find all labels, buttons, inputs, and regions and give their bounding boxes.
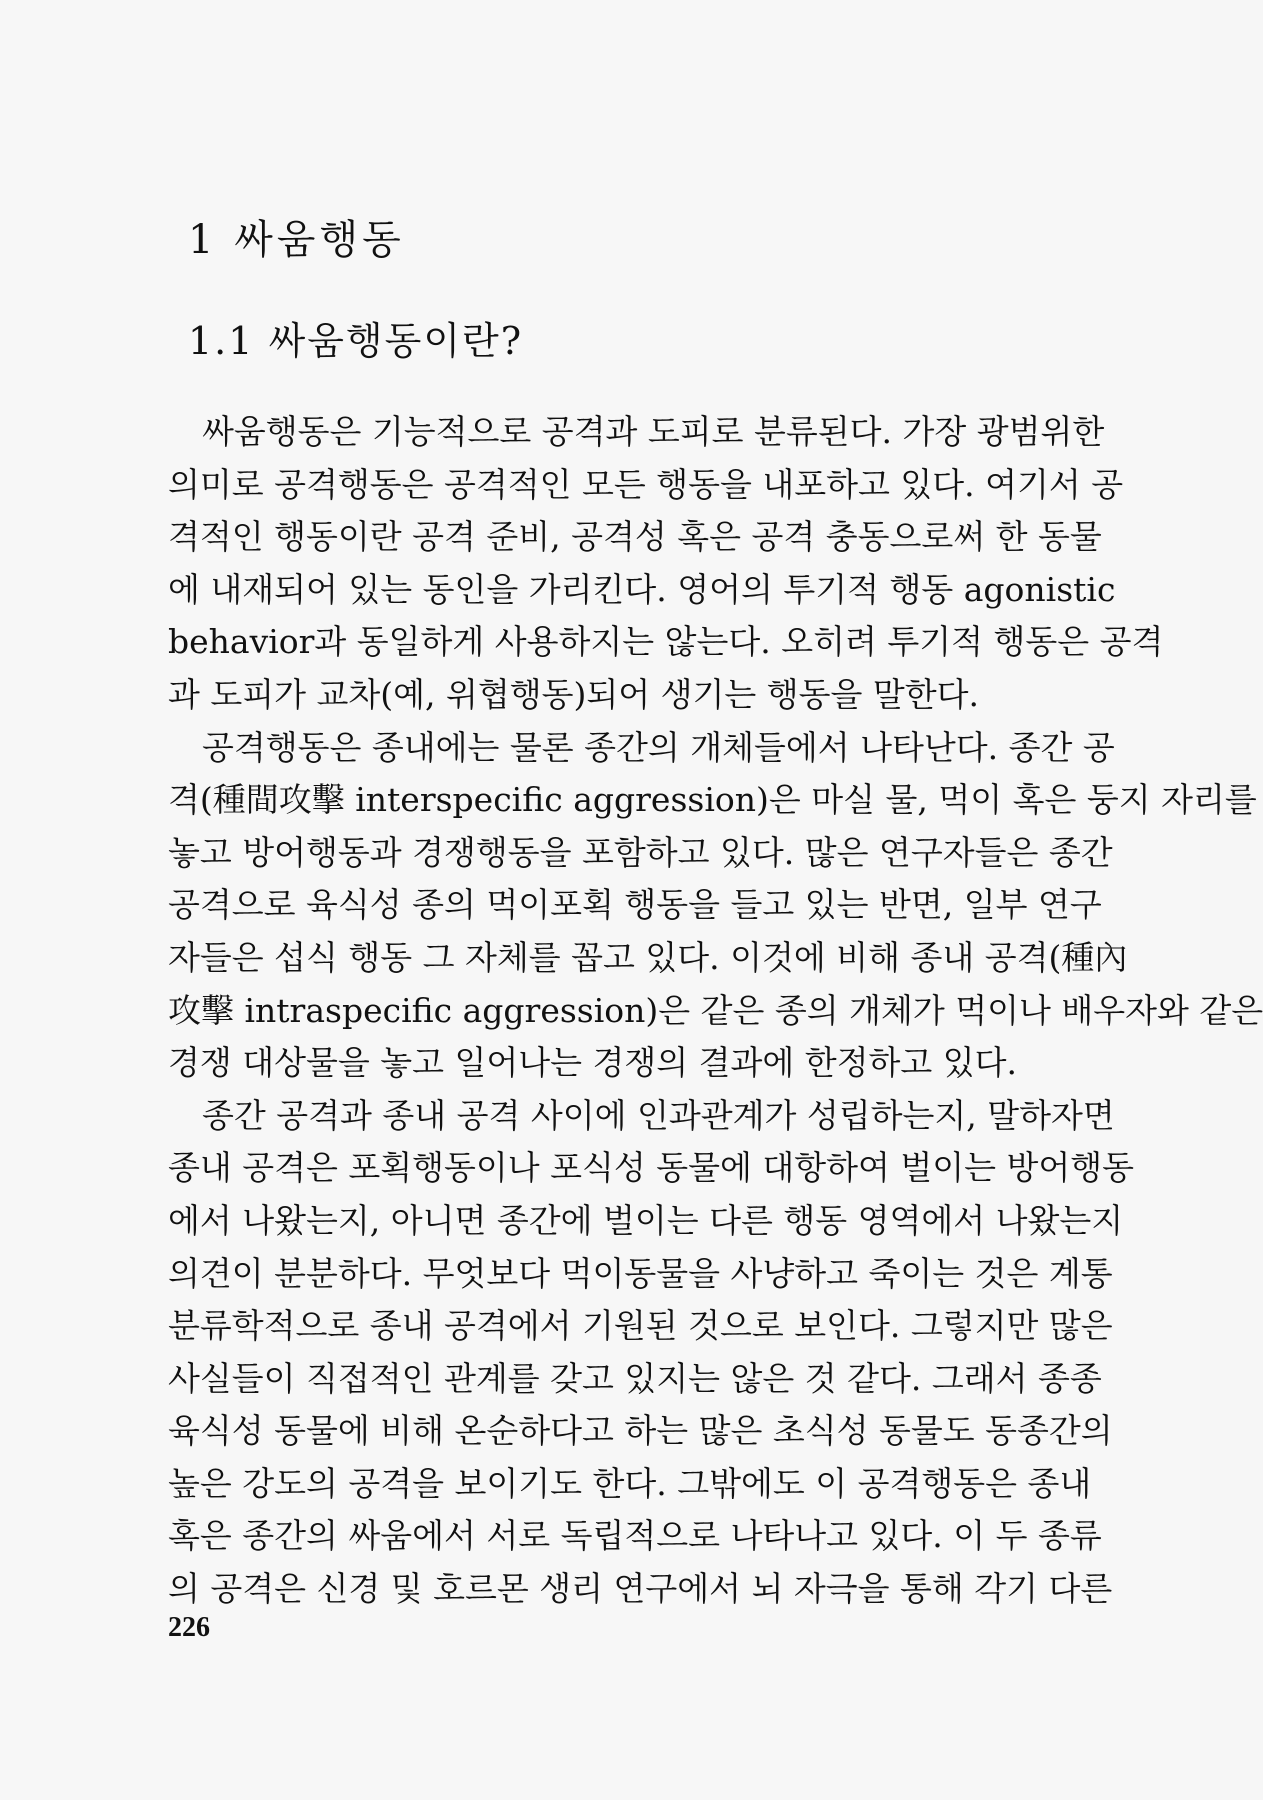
- text-line: 자들은 섭식 행동 그 자체를 꼽고 있다. 이것에 비해 종내 공격(種內: [168, 937, 1128, 977]
- text-line: 격(種間攻擊 interspecific aggression)은 마실 물, 먹이 혹은 둥지 자리를: [168, 780, 1257, 820]
- text-line: 격적인 행동이란 공격 준비, 공격성 혹은 공격 충동으로써 한 동물: [168, 517, 1102, 557]
- text-line: 놓고 방어행동과 경쟁행동을 포함하고 있다. 많은 연구자들은 종간: [168, 832, 1113, 872]
- text-line: 에서 나왔는지, 아니면 종간에 벌이는 다른 행동 영역에서 나왔는지: [168, 1200, 1124, 1240]
- text-line: 사실들이 직접적인 관계를 갖고 있지는 않은 것 같다. 그래서 종종: [168, 1358, 1102, 1398]
- section-title: 1.1 싸움행동이란?: [188, 319, 524, 363]
- text-line: 높은 강도의 공격을 보이기도 한다. 그밖에도 이 공격행동은 종내: [168, 1463, 1092, 1503]
- text-line: 종간 공격과 종내 공격 사이에 인과관계가 성립하는지, 말하자면: [202, 1095, 1115, 1135]
- text-line: 혹은 종간의 싸움에서 서로 독립적으로 나타나고 있다. 이 두 종류: [168, 1516, 1102, 1556]
- text-line: 의견이 분분하다. 무엇보다 먹이동물을 사냥하고 죽이는 것은 계통: [168, 1253, 1113, 1293]
- text-line: 에 내재되어 있는 동인을 가리킨다. 영어의 투기적 행동 agonistic: [168, 569, 1116, 609]
- text-line: behavior과 동일하게 사용하지는 않는다. 오히려 투기적 행동은 공격: [168, 622, 1164, 662]
- text-line: 육식성 동물에 비해 온순하다고 하는 많은 초식성 동물도 동종간의: [168, 1411, 1113, 1451]
- text-line: 의미로 공격행동은 공격적인 모든 행동을 내포하고 있다. 여기서 공: [168, 464, 1124, 504]
- text-line: 攻擊 intraspecific aggression)은 같은 종의 개체가 먹이나 배우자와 같은: [168, 990, 1263, 1030]
- chapter-title: 1 싸움행동: [188, 217, 405, 263]
- text-line: 공격으로 육식성 종의 먹이포획 행동을 들고 있는 반면, 일부 연구: [168, 885, 1102, 925]
- text-line: 경쟁 대상물을 놓고 일어나는 경쟁의 결과에 한정하고 있다.: [168, 1043, 1017, 1083]
- page-number: 226: [168, 1612, 210, 1643]
- text-line: 분류학적으로 종내 공격에서 기원된 것으로 보인다. 그렇지만 많은: [168, 1306, 1113, 1346]
- text-line: 종내 공격은 포획행동이나 포식성 동물에 대항하여 벌이는 방어행동: [168, 1148, 1135, 1188]
- text-line: 의 공격은 신경 및 호르몬 생리 연구에서 뇌 자극을 통해 각기 다른: [168, 1569, 1113, 1609]
- text-line: 공격행동은 종내에는 물론 종간의 개체들에서 나타난다. 종간 공: [202, 727, 1115, 767]
- text-line: 싸움행동은 기능적으로 공격과 도피로 분류된다. 가장 광범위한: [202, 412, 1105, 451]
- body-text: [168, 406, 1263, 1616]
- text-line: 과 도피가 교차(예, 위협행동)되어 생기는 행동을 말한다.: [168, 674, 979, 714]
